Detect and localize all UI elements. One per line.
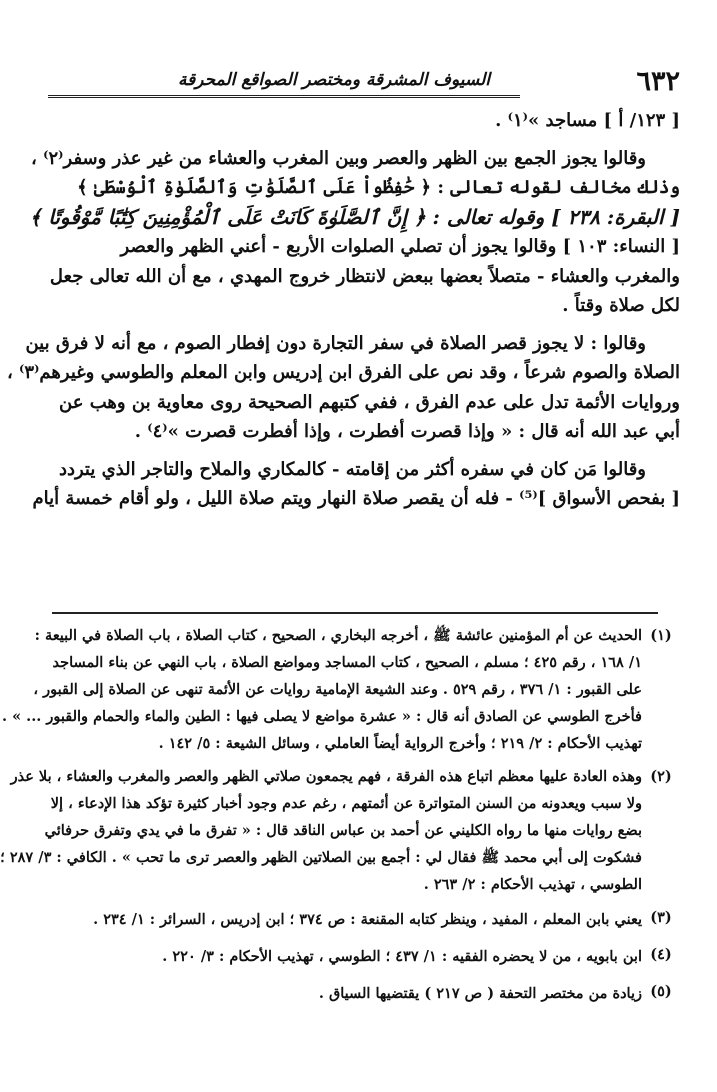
footnote-4 (40, 941, 680, 972)
text-line: وقالوا مَن كان في سفره أكثر من إقامته - كالمكاري والملاح والتاجر الذي يتردد (58, 458, 646, 480)
footnote-line: فشكوت إلى أبي محمد ﷺ فقال لي : أجمع بين الصلاتين الظهر والعصر ترى ما تحب » . الكافي : ٣/ ٢٨٧ ؛ (0, 849, 642, 866)
page-number: ٦٣٢ (636, 66, 680, 97)
footnote-line: وهذه العادة عليها معظم اتباع هذه الفرقة ، فهم يجمعون صلاتي الظهر والعصر والمغرب والعشاء ، بلا عذر (10, 768, 642, 785)
footnote-number: (٢) (650, 768, 672, 785)
footnote-line: ولا سبب ويعدونه من السنن المتواترة عن أئمتهم ، رغم عدم وجود أخبار كثيرة تؤكد هذا الإدعاء ، إلا (50, 795, 642, 812)
footnote-3 (40, 904, 680, 935)
footnote-line: على القبور : ١/ ٣٧٦ ، رقم ٥٢٩ . وعند الشيعة الإمامية روايات عن الأئمة تنهى عن الصلاة إلى القبور ، (33, 681, 642, 698)
header-rule (48, 95, 520, 98)
footnote-number: (١) (650, 627, 672, 644)
footnote-number: (٥) (650, 983, 672, 1000)
text-line: [ ١٢٣/ أ ] مساجد »⁽١⁾ . (495, 110, 680, 131)
running-title: السيوف المشرقة ومختصر الصواقع المحرقة (178, 70, 490, 90)
text-line: لكل صلاة وقتاً . (562, 295, 680, 316)
text-line: أبي عبد الله أنه قال : « وإذا قصرت أفطرت ، وإذا أفطرت قصرت »⁽٤⁾ . (134, 421, 680, 442)
text-line: [ النساء: ١٠٣ ] وقالوا يجوز أن تصلي الصلوات الأربع - أعني الظهر والعصر (120, 236, 680, 257)
footnote-number: (٣) (650, 909, 672, 926)
text-line: وقالوا يجوز الجمع بين الظهر والعصر وبين المغرب والعشاء من غير عذر وسفر⁽٢⁾ ، (31, 147, 646, 169)
quran-verse-line: [ البقرة: ٢٣٨ ] وقوله تعالى : ﴿ إِنَّ ٱلصَّلَوٰةَ كَانَتْ عَلَى ٱلْمُؤْمِنِينَ كِتَٰبًا مَّوْقُوتًا ﴾ (29, 204, 680, 229)
text-line: وروايات الأئمة تدل على عدم الفرق ، ففي كتبهم الصحيحة روى معاوية بن وهب عن (59, 391, 680, 413)
footnote-line: بضع روايات منها ما رواه الكليني عن أحمد بن عباس الناقد قال : « تفرق ما في يدي وتفرق حرفائي (44, 822, 642, 839)
footnote-separator (52, 612, 658, 614)
main-text (6, 106, 680, 514)
footnote-2 (0, 763, 680, 898)
footnote-number: (٤) (650, 946, 672, 963)
text-line: الصلاة والصوم شرعاً ، وقد نص على الفرق ابن إدريس وابن المعلم والطوسي وغيرهم⁽٣⁾ ، (6, 362, 680, 383)
footnotes (0, 622, 680, 1015)
footnote-line: يعني بابن المعلم ، المفيد ، وينظر كتابه المقنعة : ص ٣٧٤ ؛ ابن إدريس ، السرائر : ١/ ٢٣٤ . (93, 911, 642, 928)
text-line: [ بفحص الأسواق ]⁽⁵⁾ - فله أن يقصر صلاة النهار ويتم صلاة الليل ، ولو أقام خمسة أيام (32, 488, 680, 509)
text-line: وقالوا : لا يجوز قصر الصلاة في سفر التجارة دون إفطار الصوم ، مع أنه لا فرق بين (25, 332, 646, 354)
footnote-line: فأخرج الطوسي عن الصادق أنه قال : « عشرة مواضع لا يصلى فيها : الطين والماء والحمام والقبور ... » . (1, 708, 642, 725)
footnote-line: ١/ ١٦٨ ، رقم ٤٢٥ ؛ مسلم ، الصحيح ، كتاب المساجد ومواضع الصلاة ، باب النهي عن بناء المساجد (52, 654, 642, 671)
footnote-line: الطوسي ، تهذيب الأحكام : ٢/ ٢٦٣ . (423, 876, 642, 893)
footnote-line: ابن بابويه ، من لا يحضره الفقيه : ١/ ٤٣٧ ؛ الطوسي ، تهذيب الأحكام : ٣/ ٢٢٠ . (162, 948, 642, 965)
footnote-line: زيادة من مختصر التحفة ( ص ٢١٧ ) يقتضيها السياق . (318, 985, 642, 1002)
footnote-line: تهذيب الأحكام : ٢/ ٢١٩ ؛ وأخرج الرواية أيضاً العاملي ، وسائل الشيعة : ٥/ ١٤٢ . (158, 735, 642, 752)
footnote-5 (40, 978, 680, 1009)
text-line: وذلك مخالف لقوله تعالى : ﴿ حَٰفِظُواْ عَلَى ٱلصَّلَوَٰتِ وَٱلصَّلَوٰةِ ٱلْوُسْطَىٰ ﴾ (77, 177, 680, 198)
footnote-1 (1, 622, 680, 757)
text-line: والمغرب والعشاء - متصلاً بعضها ببعض لانتظار خروج المهدي ، مع أن الله تعالى جعل (49, 265, 680, 287)
page-header (48, 62, 680, 100)
footnote-line: الحديث عن أم المؤمنين عائشة ﷺ ، أخرجه البخاري ، الصحيح ، كتاب الصلاة ، باب الصلاة في البيعة : (34, 627, 642, 644)
